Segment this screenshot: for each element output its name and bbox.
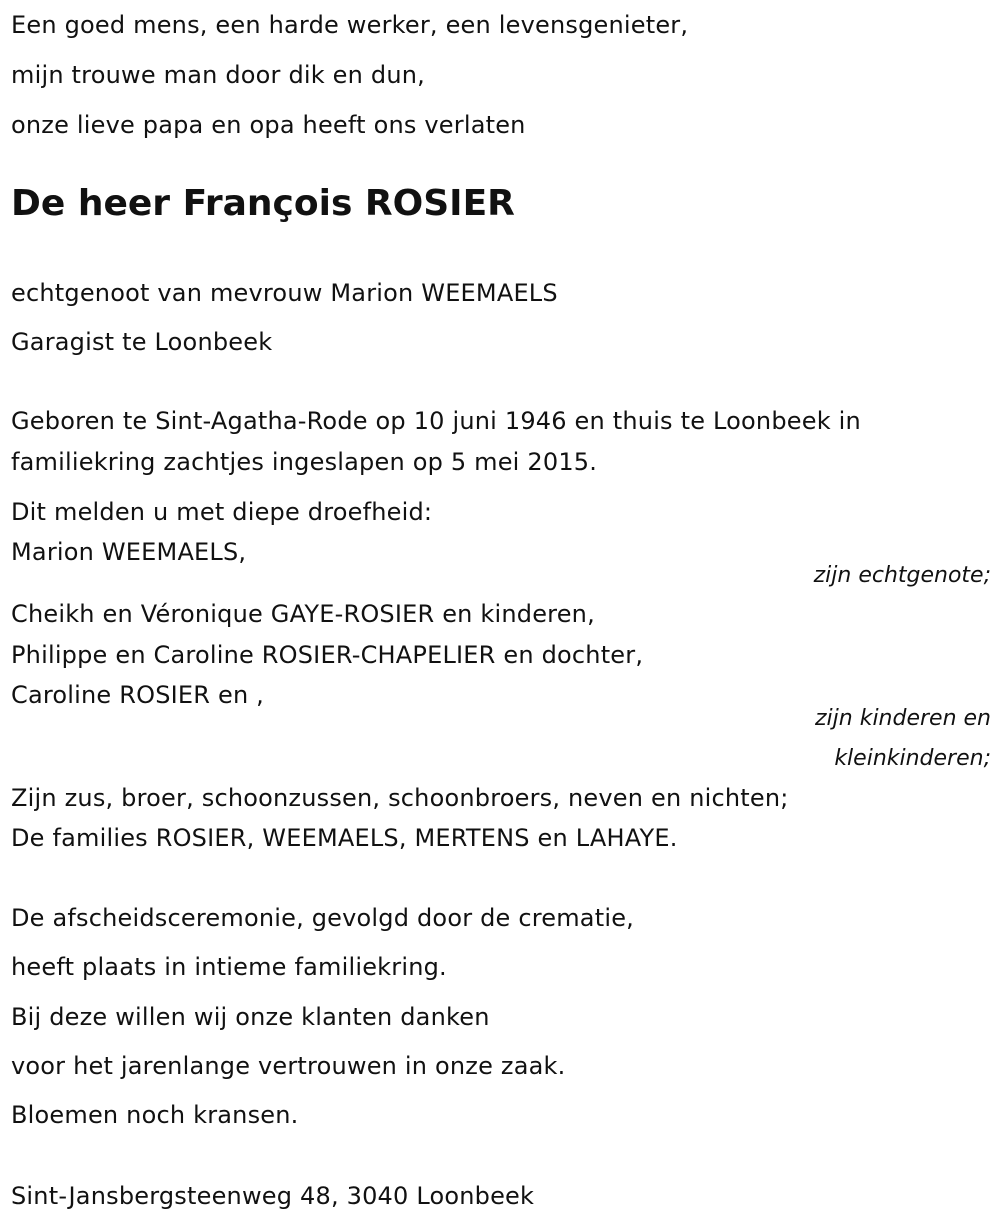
child-line-1: Cheikh en Véronique GAYE-ROSIER en kinderen, bbox=[11, 600, 595, 628]
spouse-relation: zijn echtgenote; bbox=[813, 563, 991, 588]
children-relation-line-1: zijn kinderen en bbox=[815, 706, 991, 731]
ceremony-line-4: voor het jarenlange vertrouwen in onze zaak. bbox=[11, 1052, 566, 1080]
intro-line-3: onze lieve papa en opa heeft ons verlaten bbox=[11, 111, 526, 139]
deceased-name: De heer François ROSIER bbox=[11, 183, 515, 224]
announce-intro: Dit melden u met diepe droefheid: bbox=[11, 498, 433, 526]
birth-death-line-2: familiekring zachtjes ingeslapen op 5 mei 2015. bbox=[11, 448, 598, 476]
ceremony-line-5: Bloemen noch kransen. bbox=[11, 1101, 299, 1129]
ceremony-line-3: Bij deze willen wij onze klanten danken bbox=[11, 1003, 490, 1031]
profession-line: Garagist te Loonbeek bbox=[11, 328, 273, 356]
ceremony-line-1: De afscheidsceremonie, gevolgd door de crematie, bbox=[11, 904, 634, 932]
intro-line-1: Een goed mens, een harde werker, een levensgenieter, bbox=[11, 11, 689, 39]
child-line-2: Philippe en Caroline ROSIER-CHAPELIER en dochter, bbox=[11, 641, 644, 669]
intro-line-2: mijn trouwe man door dik en dun, bbox=[11, 61, 425, 89]
children-relation-line-2: kleinkinderen; bbox=[834, 746, 991, 771]
birth-death-line-1: Geboren te Sint-Agatha-Rode op 10 juni 1946 en thuis te Loonbeek in bbox=[11, 407, 861, 435]
family-line-2: De families ROSIER, WEEMAELS, MERTENS en LAHAYE. bbox=[11, 824, 678, 852]
family-line-1: Zijn zus, broer, schoonzussen, schoonbroers, neven en nichten; bbox=[11, 784, 789, 812]
address-line: Sint-Jansbergsteenweg 48, 3040 Loonbeek bbox=[11, 1182, 535, 1210]
spouse-name: Marion WEEMAELS, bbox=[11, 538, 247, 566]
spouse-line: echtgenoot van mevrouw Marion WEEMAELS bbox=[11, 279, 558, 307]
child-line-3: Caroline ROSIER en , bbox=[11, 681, 265, 709]
ceremony-line-2: heeft plaats in intieme familiekring. bbox=[11, 953, 447, 981]
